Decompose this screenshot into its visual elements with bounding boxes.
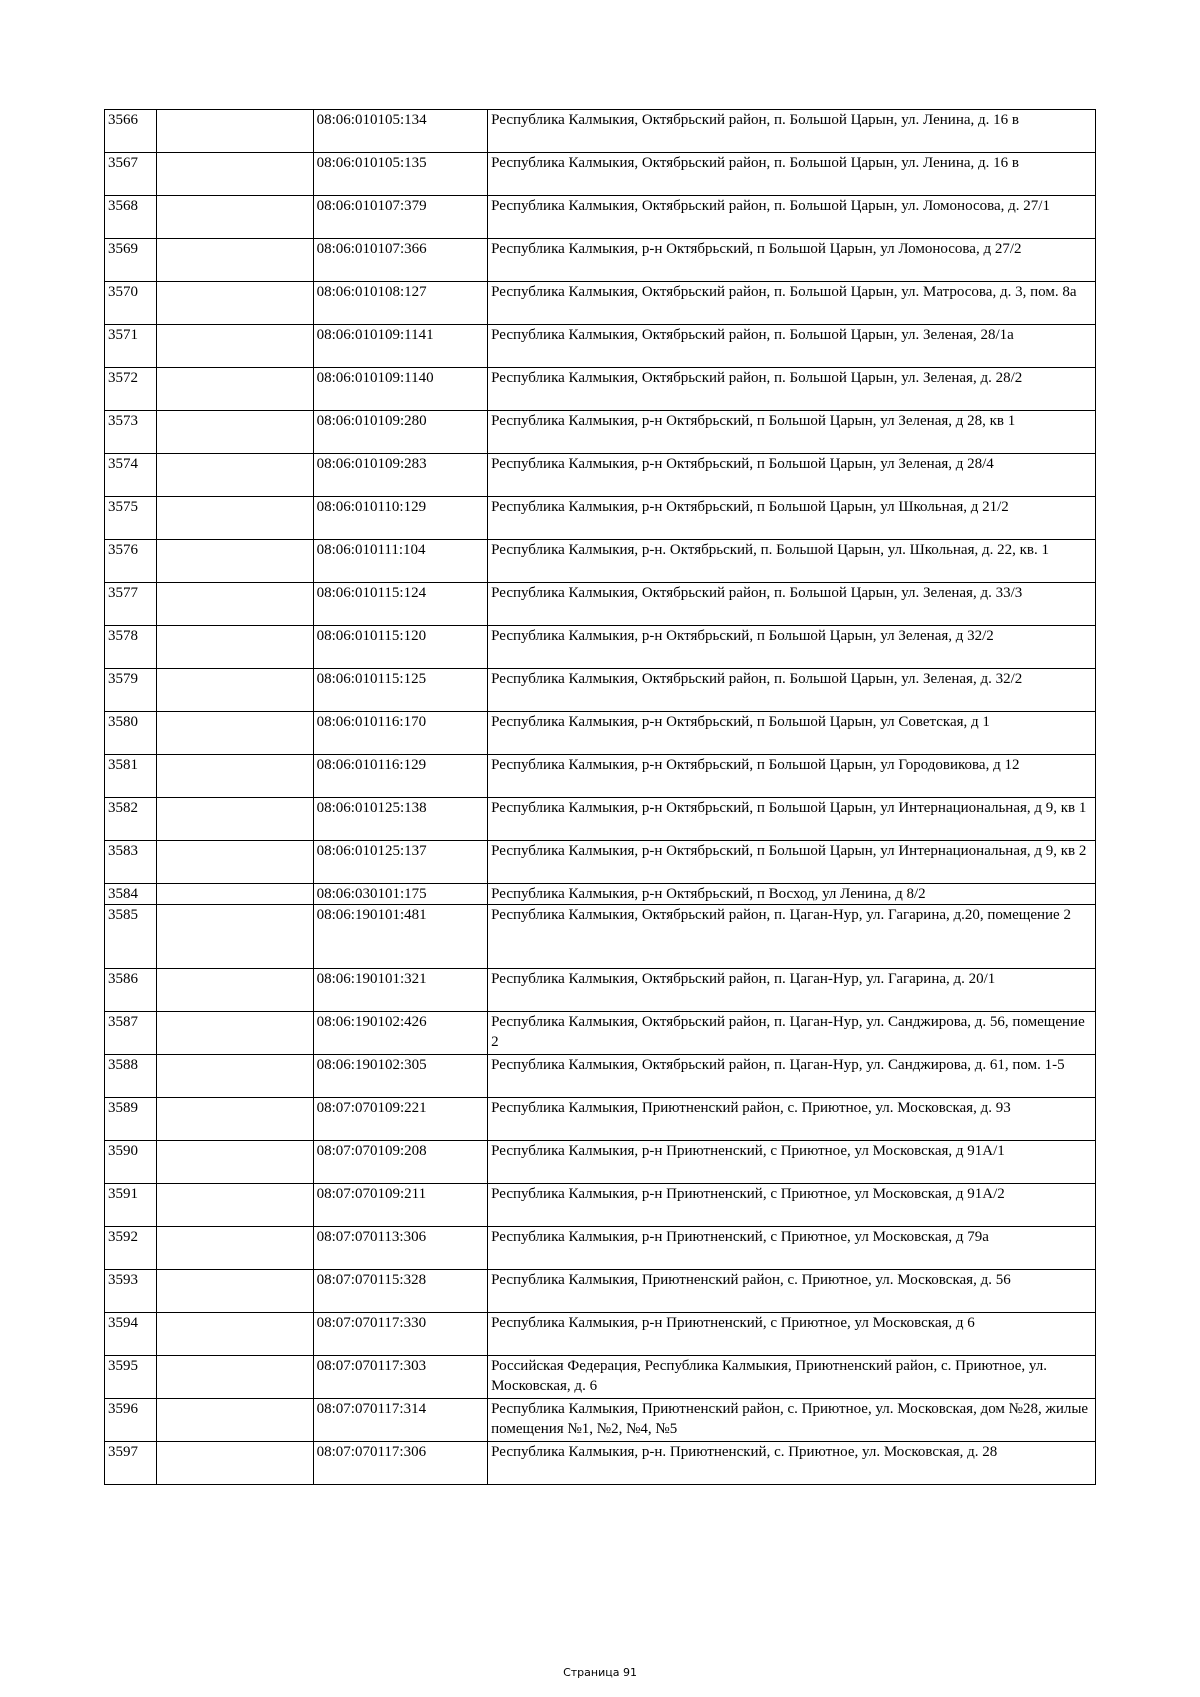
empty-cell — [157, 540, 313, 583]
address-cell: Республика Калмыкия, Октябрьский район, п. Большой Царын, ул. Матросова, д. 3, пом. 8а — [488, 282, 1096, 325]
cadastral-number-cell: 08:06:010125:138 — [313, 798, 488, 841]
address-cell: Республика Калмыкия, р-н Октябрьский, п Большой Царын, ул Зеленая, д 28/4 — [488, 454, 1096, 497]
empty-cell — [157, 1313, 313, 1356]
address-cell: Республика Калмыкия, р-н Октябрьский, п Большой Царын, ул Ломоносова, д 27/2 — [488, 239, 1096, 282]
empty-cell — [157, 1184, 313, 1227]
table-row — [105, 1055, 1096, 1098]
cadastral-number-cell: 08:07:070117:303 — [313, 1356, 488, 1399]
empty-cell — [157, 1270, 313, 1313]
table-row — [105, 798, 1096, 841]
property-registry-table — [104, 109, 1096, 1485]
table-row — [105, 196, 1096, 239]
address-cell: Республика Калмыкия, Приютненский район, с. Приютное, ул. Московская, дом №28, жилые помещения №1, №2, №4, №5 — [488, 1399, 1096, 1442]
address-cell: Республика Калмыкия, р-н Приютненский, с Приютное, ул Московская, д 6 — [488, 1313, 1096, 1356]
cadastral-number-cell: 08:06:010108:127 — [313, 282, 488, 325]
table-row — [105, 1141, 1096, 1184]
empty-cell — [157, 1141, 313, 1184]
address-cell: Республика Калмыкия, Октябрьский район, п. Большой Царын, ул. Зеленая, д. 32/2 — [488, 669, 1096, 712]
address-cell: Республика Калмыкия, Приютненский район, с. Приютное, ул. Московская, д. 93 — [488, 1098, 1096, 1141]
table-row — [105, 1356, 1096, 1399]
table-row — [105, 841, 1096, 884]
row-number-cell: 3593 — [105, 1270, 157, 1313]
address-cell: Республика Калмыкия, р-н. Приютненский, с. Приютное, ул. Московская, д. 28 — [488, 1442, 1096, 1485]
cadastral-number-cell: 08:06:010109:280 — [313, 411, 488, 454]
row-number-cell: 3595 — [105, 1356, 157, 1399]
row-number-cell: 3588 — [105, 1055, 157, 1098]
cadastral-number-cell: 08:06:190102:426 — [313, 1012, 488, 1055]
table-row — [105, 282, 1096, 325]
empty-cell — [157, 583, 313, 626]
table-row — [105, 239, 1096, 282]
cadastral-number-cell: 08:06:010105:134 — [313, 110, 488, 153]
cadastral-number-cell: 08:06:030101:175 — [313, 884, 488, 905]
table-row — [105, 969, 1096, 1012]
empty-cell — [157, 798, 313, 841]
table-row — [105, 1442, 1096, 1485]
cadastral-number-cell: 08:07:070109:221 — [313, 1098, 488, 1141]
cadastral-number-cell: 08:07:070117:330 — [313, 1313, 488, 1356]
address-cell: Российская Федерация, Республика Калмыкия, Приютненский район, с. Приютное, ул. Московская, д. 6 — [488, 1356, 1096, 1399]
address-cell: Республика Калмыкия, Октябрьский район, п. Цаган-Нур, ул. Санджирова, д. 56, помещение 2 — [488, 1012, 1096, 1055]
empty-cell — [157, 969, 313, 1012]
row-number-cell: 3581 — [105, 755, 157, 798]
row-number-cell: 3570 — [105, 282, 157, 325]
cadastral-number-cell: 08:07:070117:314 — [313, 1399, 488, 1442]
empty-cell — [157, 1227, 313, 1270]
row-number-cell: 3572 — [105, 368, 157, 411]
table-row — [105, 1012, 1096, 1055]
row-number-cell: 3577 — [105, 583, 157, 626]
table-row — [105, 1098, 1096, 1141]
empty-cell — [157, 325, 313, 368]
address-cell: Республика Калмыкия, р-н Октябрьский, п Большой Царын, ул Зеленая, д 28, кв 1 — [488, 411, 1096, 454]
table-row — [105, 1270, 1096, 1313]
row-number-cell: 3569 — [105, 239, 157, 282]
address-cell: Республика Калмыкия, Октябрьский район, п. Большой Царын, ул. Ломоносова, д. 27/1 — [488, 196, 1096, 239]
address-cell: Республика Калмыкия, Октябрьский район, п. Большой Царын, ул. Ленина, д. 16 в — [488, 110, 1096, 153]
empty-cell — [157, 110, 313, 153]
table-row — [105, 153, 1096, 196]
empty-cell — [157, 1055, 313, 1098]
table-row — [105, 884, 1096, 905]
empty-cell — [157, 454, 313, 497]
cadastral-number-cell: 08:06:010115:124 — [313, 583, 488, 626]
cadastral-number-cell: 08:06:190101:321 — [313, 969, 488, 1012]
address-cell: Республика Калмыкия, Октябрьский район, п. Большой Царын, ул. Зеленая, д. 28/2 — [488, 368, 1096, 411]
table-row — [105, 669, 1096, 712]
address-cell: Республика Калмыкия, Октябрьский район, п. Большой Царын, ул. Зеленая, 28/1а — [488, 325, 1096, 368]
row-number-cell: 3567 — [105, 153, 157, 196]
empty-cell — [157, 884, 313, 905]
row-number-cell: 3566 — [105, 110, 157, 153]
cadastral-number-cell: 08:06:010116:170 — [313, 712, 488, 755]
row-number-cell: 3584 — [105, 884, 157, 905]
row-number-cell: 3586 — [105, 969, 157, 1012]
empty-cell — [157, 196, 313, 239]
table-row — [105, 1313, 1096, 1356]
table-row — [105, 497, 1096, 540]
address-cell: Республика Калмыкия, р-н Октябрьский, п Большой Царын, ул Городовикова, д 12 — [488, 755, 1096, 798]
row-number-cell: 3591 — [105, 1184, 157, 1227]
table-row — [105, 583, 1096, 626]
table-row — [105, 1227, 1096, 1270]
address-cell: Республика Калмыкия, р-н Октябрьский, п Большой Царын, ул Интернациональная, д 9, кв 2 — [488, 841, 1096, 884]
address-cell: Республика Калмыкия, р-н. Октябрьский, п. Большой Царын, ул. Школьная, д. 22, кв. 1 — [488, 540, 1096, 583]
empty-cell — [157, 1442, 313, 1485]
row-number-cell: 3571 — [105, 325, 157, 368]
address-cell: Республика Калмыкия, р-н Октябрьский, п Восход, ул Ленина, д 8/2 — [488, 884, 1096, 905]
empty-cell — [157, 411, 313, 454]
address-cell: Республика Калмыкия, Приютненский район, с. Приютное, ул. Московская, д. 56 — [488, 1270, 1096, 1313]
row-number-cell: 3573 — [105, 411, 157, 454]
table-row — [105, 626, 1096, 669]
empty-cell — [157, 282, 313, 325]
empty-cell — [157, 1098, 313, 1141]
empty-cell — [157, 1012, 313, 1055]
cadastral-number-cell: 08:06:190101:481 — [313, 905, 488, 969]
cadastral-number-cell: 08:06:010125:137 — [313, 841, 488, 884]
cadastral-number-cell: 08:06:010105:135 — [313, 153, 488, 196]
cadastral-number-cell: 08:06:190102:305 — [313, 1055, 488, 1098]
empty-cell — [157, 712, 313, 755]
row-number-cell: 3587 — [105, 1012, 157, 1055]
empty-cell — [157, 153, 313, 196]
empty-cell — [157, 669, 313, 712]
row-number-cell: 3578 — [105, 626, 157, 669]
table-row — [105, 110, 1096, 153]
table-row — [105, 712, 1096, 755]
row-number-cell: 3585 — [105, 905, 157, 969]
cadastral-number-cell: 08:06:010116:129 — [313, 755, 488, 798]
row-number-cell: 3592 — [105, 1227, 157, 1270]
cadastral-number-cell: 08:07:070113:306 — [313, 1227, 488, 1270]
row-number-cell: 3590 — [105, 1141, 157, 1184]
row-number-cell: 3574 — [105, 454, 157, 497]
row-number-cell: 3596 — [105, 1399, 157, 1442]
empty-cell — [157, 1356, 313, 1399]
address-cell: Республика Калмыкия, р-н Октябрьский, п Большой Царын, ул Школьная, д 21/2 — [488, 497, 1096, 540]
cadastral-number-cell: 08:06:010107:379 — [313, 196, 488, 239]
table-row — [105, 755, 1096, 798]
row-number-cell: 3568 — [105, 196, 157, 239]
empty-cell — [157, 497, 313, 540]
empty-cell — [157, 368, 313, 411]
empty-cell — [157, 1399, 313, 1442]
address-cell: Республика Калмыкия, Октябрьский район, п. Большой Царын, ул. Ленина, д. 16 в — [488, 153, 1096, 196]
cadastral-number-cell: 08:06:010107:366 — [313, 239, 488, 282]
row-number-cell: 3580 — [105, 712, 157, 755]
address-cell: Республика Калмыкия, р-н Приютненский, с Приютное, ул Московская, д 91А/2 — [488, 1184, 1096, 1227]
row-number-cell: 3597 — [105, 1442, 157, 1485]
address-cell: Республика Калмыкия, р-н Приютненский, с Приютное, ул Московская, д 79а — [488, 1227, 1096, 1270]
row-number-cell: 3576 — [105, 540, 157, 583]
cadastral-number-cell: 08:07:070109:208 — [313, 1141, 488, 1184]
table-row — [105, 1399, 1096, 1442]
registry-table-body — [105, 110, 1096, 1485]
row-number-cell: 3594 — [105, 1313, 157, 1356]
address-cell: Республика Калмыкия, р-н Октябрьский, п Большой Царын, ул Советская, д 1 — [488, 712, 1096, 755]
table-row — [105, 411, 1096, 454]
row-number-cell: 3583 — [105, 841, 157, 884]
empty-cell — [157, 841, 313, 884]
empty-cell — [157, 239, 313, 282]
cadastral-number-cell: 08:06:010109:1141 — [313, 325, 488, 368]
cadastral-number-cell: 08:07:070115:328 — [313, 1270, 488, 1313]
cadastral-number-cell: 08:06:010111:104 — [313, 540, 488, 583]
table-row — [105, 368, 1096, 411]
row-number-cell: 3575 — [105, 497, 157, 540]
address-cell: Республика Калмыкия, Октябрьский район, п. Большой Царын, ул. Зеленая, д. 33/3 — [488, 583, 1096, 626]
table-row — [105, 454, 1096, 497]
cadastral-number-cell: 08:07:070117:306 — [313, 1442, 488, 1485]
row-number-cell: 3579 — [105, 669, 157, 712]
row-number-cell: 3589 — [105, 1098, 157, 1141]
row-number-cell: 3582 — [105, 798, 157, 841]
table-row — [105, 325, 1096, 368]
cadastral-number-cell: 08:06:010109:1140 — [313, 368, 488, 411]
cadastral-number-cell: 08:06:010115:125 — [313, 669, 488, 712]
address-cell: Республика Калмыкия, р-н Октябрьский, п Большой Царын, ул Интернациональная, д 9, кв 1 — [488, 798, 1096, 841]
address-cell: Республика Калмыкия, р-н Приютненский, с Приютное, ул Московская, д 91А/1 — [488, 1141, 1096, 1184]
table-row — [105, 540, 1096, 583]
empty-cell — [157, 755, 313, 798]
address-cell: Республика Калмыкия, Октябрьский район, п. Цаган-Нур, ул. Гагарина, д. 20/1 — [488, 969, 1096, 1012]
empty-cell — [157, 905, 313, 969]
cadastral-number-cell: 08:06:010110:129 — [313, 497, 488, 540]
empty-cell — [157, 626, 313, 669]
address-cell: Республика Калмыкия, Октябрьский район, п. Цаган-Нур, ул. Гагарина, д.20, помещение 2 — [488, 905, 1096, 969]
cadastral-number-cell: 08:06:010115:120 — [313, 626, 488, 669]
cadastral-number-cell: 08:07:070109:211 — [313, 1184, 488, 1227]
table-row — [105, 1184, 1096, 1227]
address-cell: Республика Калмыкия, Октябрьский район, п. Цаган-Нур, ул. Санджирова, д. 61, пом. 1-5 — [488, 1055, 1096, 1098]
page-footer: Страница 91 — [563, 1666, 637, 1679]
cadastral-number-cell: 08:06:010109:283 — [313, 454, 488, 497]
address-cell: Республика Калмыкия, р-н Октябрьский, п Большой Царын, ул Зеленая, д 32/2 — [488, 626, 1096, 669]
table-row — [105, 905, 1096, 969]
